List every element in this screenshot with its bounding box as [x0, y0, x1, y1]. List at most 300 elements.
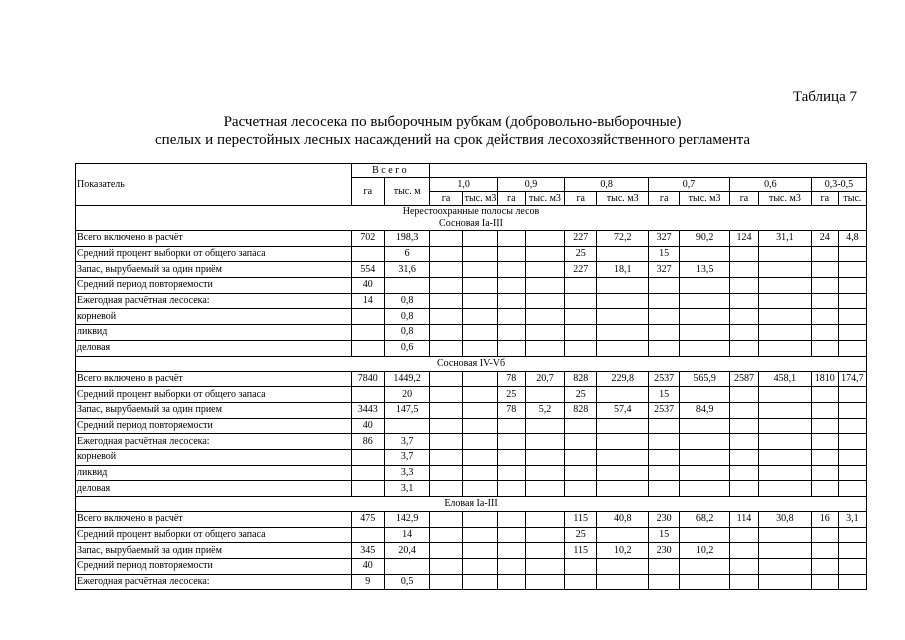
- table-cell: 40: [351, 418, 384, 434]
- table-row: [76, 418, 867, 434]
- table-cell: [758, 434, 811, 450]
- table-cell: [351, 465, 384, 481]
- row-label: ликвид: [76, 465, 352, 481]
- table-cell: [597, 309, 649, 325]
- table-cell: [462, 231, 497, 247]
- row-label: деловая: [76, 340, 352, 356]
- table-cell: 15: [649, 387, 680, 403]
- row-label: Средний процент выборки от общего запаса: [76, 387, 352, 403]
- table-cell: [565, 325, 597, 341]
- table-cell: [430, 481, 462, 497]
- table-cell: [497, 574, 525, 590]
- table-cell: [729, 527, 758, 543]
- table-cell: [758, 387, 811, 403]
- table-cell: [462, 543, 497, 559]
- table-cell: 6: [384, 246, 430, 262]
- table-cell: [649, 434, 680, 450]
- table-cell: 702: [351, 231, 384, 247]
- table-cell: [758, 465, 811, 481]
- table-cell: [838, 325, 866, 341]
- header-thous-m3: тыс. м3: [680, 192, 730, 206]
- table-cell: [680, 418, 730, 434]
- table-cell: 114: [729, 512, 758, 528]
- table-cell: [565, 481, 597, 497]
- table-cell: [384, 559, 430, 575]
- table-cell: 14: [351, 293, 384, 309]
- table-cell: 9: [351, 574, 384, 590]
- table-cell: [597, 465, 649, 481]
- header-density-0-6: 0,6: [729, 178, 811, 192]
- table-cell: [838, 402, 866, 418]
- table-cell: [462, 434, 497, 450]
- table-cell: 20,7: [525, 371, 564, 387]
- table-cell: [680, 309, 730, 325]
- header-density-0-9: 0,9: [497, 178, 564, 192]
- table-cell: [680, 387, 730, 403]
- table-cell: 31,1: [758, 231, 811, 247]
- table-cell: [729, 309, 758, 325]
- table-cell: [497, 512, 525, 528]
- table-cell: [462, 387, 497, 403]
- table-cell: 18,1: [597, 262, 649, 278]
- header-density-0-7: 0,7: [649, 178, 730, 192]
- section-title-nerest: [76, 206, 867, 231]
- table-cell: [351, 325, 384, 341]
- table-cell: [525, 293, 564, 309]
- table-cell: [729, 481, 758, 497]
- table-cell: 40,8: [597, 512, 649, 528]
- header-total-ha: га: [351, 178, 384, 206]
- table-cell: [811, 434, 838, 450]
- table-cell: [430, 231, 462, 247]
- table-cell: [680, 325, 730, 341]
- table-cell: [680, 559, 730, 575]
- header-thous-short: тыс.: [838, 192, 866, 206]
- table-cell: [729, 543, 758, 559]
- table-cell: [729, 340, 758, 356]
- table-cell: [729, 574, 758, 590]
- table-cell: 227: [565, 262, 597, 278]
- table-cell: [680, 340, 730, 356]
- table-cell: [811, 465, 838, 481]
- table-cell: [649, 309, 680, 325]
- table-cell: [811, 309, 838, 325]
- table-cell: [351, 449, 384, 465]
- table-cell: [838, 481, 866, 497]
- table-row: [76, 481, 867, 497]
- table-cell: [525, 574, 564, 590]
- table-cell: 25: [565, 387, 597, 403]
- table-cell: [565, 574, 597, 590]
- table-cell: [680, 465, 730, 481]
- table-cell: [838, 340, 866, 356]
- table-cell: [758, 559, 811, 575]
- table-cell: [597, 574, 649, 590]
- table-cell: [351, 527, 384, 543]
- table-row: [76, 340, 867, 356]
- table-cell: [758, 293, 811, 309]
- table-cell: 68,2: [680, 512, 730, 528]
- table-cell: 565,9: [680, 371, 730, 387]
- table-cell: [811, 278, 838, 294]
- table-row: [76, 246, 867, 262]
- table-cell: [649, 293, 680, 309]
- table-cell: 30,8: [758, 512, 811, 528]
- table-cell: 828: [565, 371, 597, 387]
- table-cell: 3443: [351, 402, 384, 418]
- section-title-pine-iv-vb: [76, 356, 867, 371]
- table-cell: [811, 418, 838, 434]
- table-cell: [497, 465, 525, 481]
- table-cell: [811, 387, 838, 403]
- table-cell: [811, 527, 838, 543]
- table-cell: [462, 559, 497, 575]
- table-cell: 20,4: [384, 543, 430, 559]
- table-cell: [649, 449, 680, 465]
- table-cell: [565, 559, 597, 575]
- row-label: Запас, вырубаемый за один приём: [76, 262, 352, 278]
- table-cell: [729, 246, 758, 262]
- table-row: [76, 402, 867, 418]
- header-blank: [430, 164, 867, 178]
- table-cell: [729, 434, 758, 450]
- table-cell: [729, 465, 758, 481]
- table-cell: [430, 262, 462, 278]
- table-cell: [597, 527, 649, 543]
- table-cell: [525, 340, 564, 356]
- table-cell: [838, 449, 866, 465]
- table-cell: [680, 434, 730, 450]
- table-cell: [838, 527, 866, 543]
- table-cell: [525, 325, 564, 341]
- table-cell: [565, 465, 597, 481]
- table-row: [76, 512, 867, 528]
- table-row: [76, 527, 867, 543]
- table-cell: [462, 325, 497, 341]
- table-cell: [649, 559, 680, 575]
- table-cell: [351, 246, 384, 262]
- table-cell: [597, 449, 649, 465]
- table-cell: 31,6: [384, 262, 430, 278]
- table-cell: 2587: [729, 371, 758, 387]
- table-cell: 1810: [811, 371, 838, 387]
- table-cell: [838, 465, 866, 481]
- table-cell: [565, 418, 597, 434]
- table-cell: 24: [811, 231, 838, 247]
- table-cell: 7840: [351, 371, 384, 387]
- table-cell: 227: [565, 231, 597, 247]
- row-label: Средний период повторяемости: [76, 278, 352, 294]
- table-cell: [811, 449, 838, 465]
- table-cell: [565, 293, 597, 309]
- table-cell: 0,8: [384, 325, 430, 341]
- header-thous-m3: тыс. м3: [462, 192, 497, 206]
- section-title-nerest-line: Сосновая Ia-III: [439, 218, 503, 229]
- table-cell: [462, 293, 497, 309]
- table-cell: [838, 246, 866, 262]
- table-row: [76, 371, 867, 387]
- table-cell: 40: [351, 559, 384, 575]
- table-cell: [497, 246, 525, 262]
- header-density-1-0: 1,0: [430, 178, 497, 192]
- table-cell: 90,2: [680, 231, 730, 247]
- table-cell: [525, 465, 564, 481]
- header-density-0-8: 0,8: [565, 178, 649, 192]
- title-line-1: Расчетная лесосека по выборочным рубкам (добровольно-выборочные): [223, 114, 682, 130]
- table-cell: 15: [649, 527, 680, 543]
- table-cell: [729, 262, 758, 278]
- table-row: [76, 574, 867, 590]
- table-cell: [497, 262, 525, 278]
- table-cell: [758, 481, 811, 497]
- table-cell: [430, 574, 462, 590]
- header-ha: га: [430, 192, 462, 206]
- table-cell: [497, 434, 525, 450]
- header-ha: га: [649, 192, 680, 206]
- table-cell: [525, 481, 564, 497]
- table-cell: [462, 340, 497, 356]
- table-cell: [565, 434, 597, 450]
- section-title-nerest-line: Нерестоохранные полосы лесов: [402, 206, 540, 217]
- table-cell: [729, 402, 758, 418]
- table-row: [76, 434, 867, 450]
- table-cell: [430, 527, 462, 543]
- table-cell: [384, 418, 430, 434]
- table-cell: [811, 402, 838, 418]
- table-cell: [597, 418, 649, 434]
- table-cell: 3,7: [384, 434, 430, 450]
- table-cell: [565, 449, 597, 465]
- table-cell: [811, 574, 838, 590]
- table-cell: 78: [497, 371, 525, 387]
- table-cell: [597, 481, 649, 497]
- table-cell: [497, 559, 525, 575]
- table-cell: [838, 262, 866, 278]
- table-cell: 475: [351, 512, 384, 528]
- row-label: ликвид: [76, 325, 352, 341]
- table-cell: [462, 512, 497, 528]
- table-cell: [758, 246, 811, 262]
- table-cell: 115: [565, 512, 597, 528]
- table-cell: [680, 574, 730, 590]
- table-cell: [838, 278, 866, 294]
- table-cell: [462, 574, 497, 590]
- table-cell: 345: [351, 543, 384, 559]
- table-cell: [811, 481, 838, 497]
- table-cell: [811, 293, 838, 309]
- section-row: [76, 206, 867, 231]
- table-cell: [649, 278, 680, 294]
- table-cell: [838, 387, 866, 403]
- table-cell: [838, 543, 866, 559]
- table-cell: [597, 278, 649, 294]
- table-cell: [597, 325, 649, 341]
- header-ha: га: [729, 192, 758, 206]
- table-cell: [758, 325, 811, 341]
- table-caption: Таблица 7: [792, 89, 857, 105]
- table-cell: [430, 340, 462, 356]
- table-cell: [758, 340, 811, 356]
- table-cell: [758, 543, 811, 559]
- header-thous-m3: тыс. м3: [525, 192, 564, 206]
- table-cell: [497, 325, 525, 341]
- table-cell: 15: [649, 246, 680, 262]
- section-title-pine-iv-vb-line: Сосновая IV-Vб: [436, 357, 506, 369]
- table-row: [76, 231, 867, 247]
- table-cell: [597, 387, 649, 403]
- table-cell: [497, 293, 525, 309]
- table-cell: 84,9: [680, 402, 730, 418]
- table-cell: 3,3: [384, 465, 430, 481]
- table-cell: 14: [384, 527, 430, 543]
- table-cell: [649, 325, 680, 341]
- table-cell: [430, 325, 462, 341]
- header-total-thous-m: тыс. м: [384, 178, 430, 206]
- row-label: деловая: [76, 481, 352, 497]
- table-cell: [351, 481, 384, 497]
- table-cell: [729, 293, 758, 309]
- table-cell: 72,2: [597, 231, 649, 247]
- table-cell: 25: [497, 387, 525, 403]
- table-cell: [729, 449, 758, 465]
- table-cell: 2537: [649, 371, 680, 387]
- table-cell: [758, 262, 811, 278]
- table-cell: [649, 465, 680, 481]
- row-label: Запас, вырубаемый за один приём: [76, 543, 352, 559]
- row-label: Ежегодная расчётная лесосека:: [76, 434, 352, 450]
- table-cell: 115: [565, 543, 597, 559]
- table-cell: [565, 309, 597, 325]
- table-cell: [430, 278, 462, 294]
- table-cell: [680, 527, 730, 543]
- header-thous-m3: тыс. м3: [758, 192, 811, 206]
- table-cell: 0,8: [384, 309, 430, 325]
- table-cell: [758, 278, 811, 294]
- row-label: Всего включено в расчёт: [76, 231, 352, 247]
- table-cell: 0,6: [384, 340, 430, 356]
- header-ha: га: [497, 192, 525, 206]
- table-cell: 0,8: [384, 293, 430, 309]
- row-label: Средний процент выборки от общего запаса: [76, 527, 352, 543]
- table-cell: [462, 481, 497, 497]
- table-cell: [430, 559, 462, 575]
- row-label: Средний период повторяемости: [76, 418, 352, 434]
- table-cell: [758, 418, 811, 434]
- table-cell: [758, 574, 811, 590]
- row-label: Всего включено в расчёт: [76, 512, 352, 528]
- table-cell: 13,5: [680, 262, 730, 278]
- table-cell: [430, 402, 462, 418]
- table-cell: [811, 246, 838, 262]
- table-cell: 230: [649, 512, 680, 528]
- table-cell: 4,8: [838, 231, 866, 247]
- header-thous-m3: тыс. м3: [597, 192, 649, 206]
- table-cell: [497, 231, 525, 247]
- table-cell: [729, 325, 758, 341]
- table-cell: [811, 262, 838, 278]
- table-cell: [525, 262, 564, 278]
- table-cell: 0,5: [384, 574, 430, 590]
- table-cell: [811, 340, 838, 356]
- table-cell: [462, 262, 497, 278]
- row-label: Средний процент выборки от общего запаса: [76, 246, 352, 262]
- table-cell: [525, 449, 564, 465]
- row-label: Всего включено в расчёт: [76, 371, 352, 387]
- table-cell: [811, 325, 838, 341]
- table-cell: [680, 278, 730, 294]
- table-cell: [525, 512, 564, 528]
- table-row: [76, 278, 867, 294]
- table-cell: [384, 278, 430, 294]
- header-indicator: Показатель: [76, 164, 352, 206]
- table-cell: [497, 309, 525, 325]
- table-cell: 1449,2: [384, 371, 430, 387]
- table-cell: [525, 387, 564, 403]
- table-cell: [497, 481, 525, 497]
- table-cell: 229,8: [597, 371, 649, 387]
- table-cell: [565, 278, 597, 294]
- table-cell: [430, 293, 462, 309]
- table-cell: 327: [649, 262, 680, 278]
- row-label: Запас, вырубаемый за один прием: [76, 402, 352, 418]
- table-cell: [462, 527, 497, 543]
- title-line-2: спелых и перестойных лесных насаждений на срок действия лесохозяйственного регламента: [155, 132, 750, 148]
- table-cell: 20: [384, 387, 430, 403]
- header-density-0-3-0-5: 0,3-0,5: [811, 178, 866, 192]
- table-cell: 198,3: [384, 231, 430, 247]
- table-cell: 40: [351, 278, 384, 294]
- table-cell: [597, 434, 649, 450]
- table-cell: [430, 434, 462, 450]
- table-cell: [758, 449, 811, 465]
- table-cell: [649, 340, 680, 356]
- table-cell: 25: [565, 246, 597, 262]
- table-cell: [680, 481, 730, 497]
- row-label: Средний период повторяемости: [76, 559, 352, 575]
- table-cell: [680, 246, 730, 262]
- table-cell: [430, 246, 462, 262]
- section-title-spruce-ia-iii: [76, 497, 867, 512]
- table-cell: 16: [811, 512, 838, 528]
- table-cell: [525, 527, 564, 543]
- allowable-cut-table: [75, 163, 867, 590]
- table-cell: [525, 231, 564, 247]
- table-cell: 78: [497, 402, 525, 418]
- table-cell: 828: [565, 402, 597, 418]
- table-cell: 10,2: [597, 543, 649, 559]
- table-cell: [462, 246, 497, 262]
- table-cell: 554: [351, 262, 384, 278]
- table-cell: 5,2: [525, 402, 564, 418]
- table-cell: [462, 449, 497, 465]
- table-cell: [680, 449, 730, 465]
- table-cell: [497, 527, 525, 543]
- table-cell: [525, 543, 564, 559]
- table-cell: [597, 340, 649, 356]
- table-row: [76, 559, 867, 575]
- table-cell: [649, 481, 680, 497]
- table-cell: [430, 387, 462, 403]
- table-cell: 3,7: [384, 449, 430, 465]
- table-row: [76, 325, 867, 341]
- table-cell: [729, 387, 758, 403]
- table-cell: 25: [565, 527, 597, 543]
- table-cell: 327: [649, 231, 680, 247]
- table-row: [76, 387, 867, 403]
- table-cell: [565, 340, 597, 356]
- table-cell: [525, 434, 564, 450]
- table-row: [76, 543, 867, 559]
